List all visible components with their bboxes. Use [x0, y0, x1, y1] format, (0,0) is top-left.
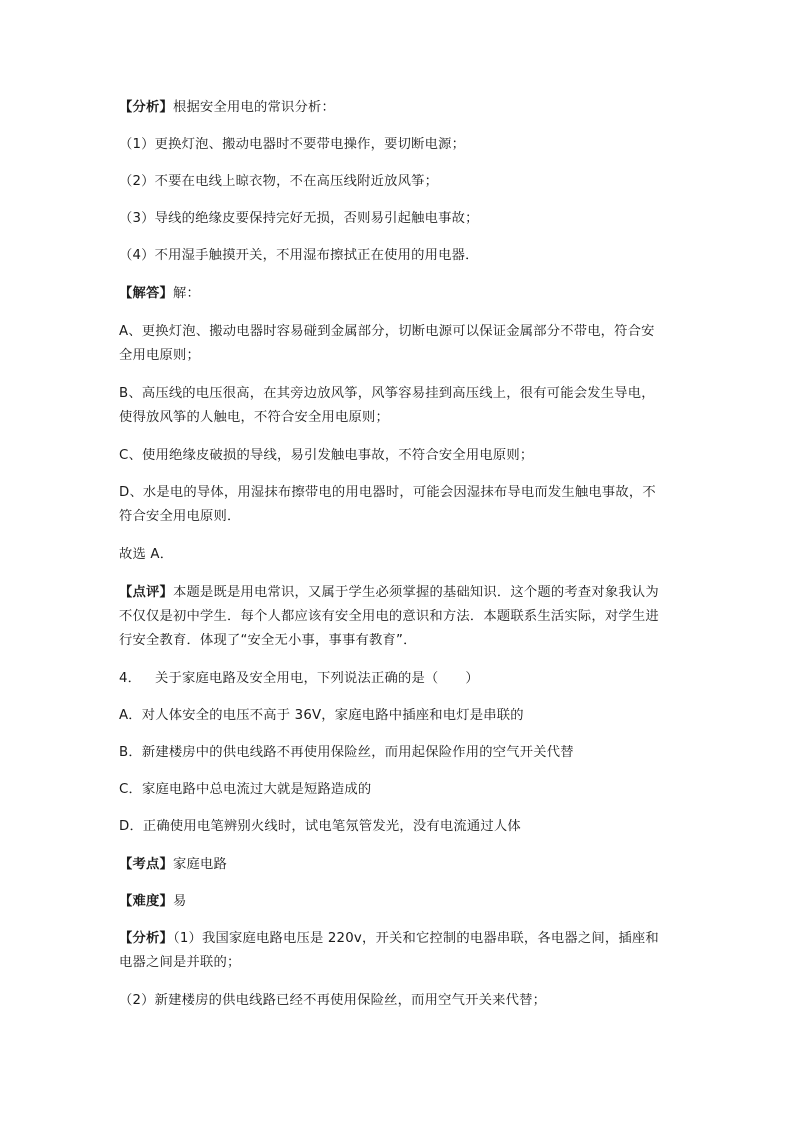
- question-text: 关于家庭电路及安全用电，下列说法正确的是（ ）: [155, 671, 479, 686]
- analysis-tag: 【分析】: [119, 100, 173, 115]
- answer-option-d-line1: D、水是电的导体，用湿抹布擦带电的用电器时，可能会因湿抹布导电而发生触电事故，不: [119, 485, 656, 500]
- question-option-a: A．对人体安全的电压不高于 36V，家庭电路中插座和电灯是串联的: [119, 708, 524, 723]
- difficulty-text: 易: [173, 894, 187, 909]
- q4-analysis-text: （1）我国家庭电路电压是 220v，开关和它控制的电器串联，各电器之间，插座和: [173, 931, 659, 946]
- q4-analysis-tag: 【分析】: [119, 931, 173, 946]
- answer-tag: 【解答】: [119, 286, 173, 301]
- q4-analysis-line1: [119, 929, 679, 949]
- comment-text: 本题是既是用电常识，又属于学生必须掌握的基础知识．这个题的考查对象我认为: [173, 585, 659, 600]
- question-option-d: D．正确使用电笔辨别火线时，试电笔氖管发光，没有电流通过人体: [119, 819, 521, 834]
- comment-line1: [119, 583, 679, 603]
- analysis-heading: [119, 98, 679, 118]
- answer-option-d-line2: 符合安全用电原则．: [119, 509, 241, 524]
- q4-analysis-line2: 电器之间是并联的；: [119, 955, 241, 970]
- answer-intro: 解：: [173, 286, 200, 301]
- answer-option-b-line2: 使得放风筝的人触电，不符合安全用电原则；: [119, 410, 389, 425]
- point-text: 家庭电路: [173, 857, 227, 872]
- difficulty: [119, 892, 679, 912]
- answer-option-a-line1: A、更换灯泡、搬动电器时容易碰到金属部分，切断电源可以保证金属部分不带电，符合安: [119, 324, 655, 339]
- final-choice: 故选 A．: [119, 547, 174, 562]
- difficulty-tag: 【难度】: [119, 894, 173, 909]
- analysis-item: （2）不要在电线上晾衣物，不在高压线附近放风筝；: [119, 174, 439, 189]
- comment-line3: 行安全教育．体现了“安全无小事，事事有教育”．: [119, 633, 417, 648]
- analysis-intro: 根据安全用电的常识分析：: [173, 100, 335, 115]
- answer-option-c: C、使用绝缘皮破损的导线，易引发触电事故，不符合安全用电原则；: [119, 448, 534, 463]
- answer-heading: [119, 284, 679, 304]
- analysis-item: （1）更换灯泡、搬动电器时不要带电操作，要切断电源；: [119, 137, 466, 152]
- analysis-item: （4）不用湿手触摸开关，不用湿布擦拭正在使用的用电器．: [119, 248, 479, 263]
- answer-option-b-line1: B、高压线的电压很高，在其旁边放风筝，风筝容易挂到高压线上，很有可能会发生导电，: [119, 386, 655, 401]
- point-tag: 【考点】: [119, 857, 173, 872]
- comment-line2: 不仅仅是初中学生．每个人都应该有安全用电的意识和方法．本题联系生活实际，对学生进: [119, 609, 659, 624]
- comment-tag: 【点评】: [119, 585, 173, 600]
- q4-analysis-item2: （2）新建楼房的供电线路已经不再使用保险丝，而用空气开关来代替；: [119, 993, 547, 1008]
- question-number: 4．: [119, 671, 142, 686]
- answer-option-a-line2: 全用电原则；: [119, 348, 200, 363]
- analysis-item: （3）导线的绝缘皮要保持完好无损，否则易引起触电事故；: [119, 211, 479, 226]
- question-4-stem: [119, 669, 679, 689]
- knowledge-point: [119, 855, 679, 875]
- question-option-c: C．家庭电路中总电流过大就是短路造成的: [119, 782, 372, 797]
- question-option-b: B．新建楼房中的供电线路不再使用保险丝，而用起保险作用的空气开关代替: [119, 745, 574, 760]
